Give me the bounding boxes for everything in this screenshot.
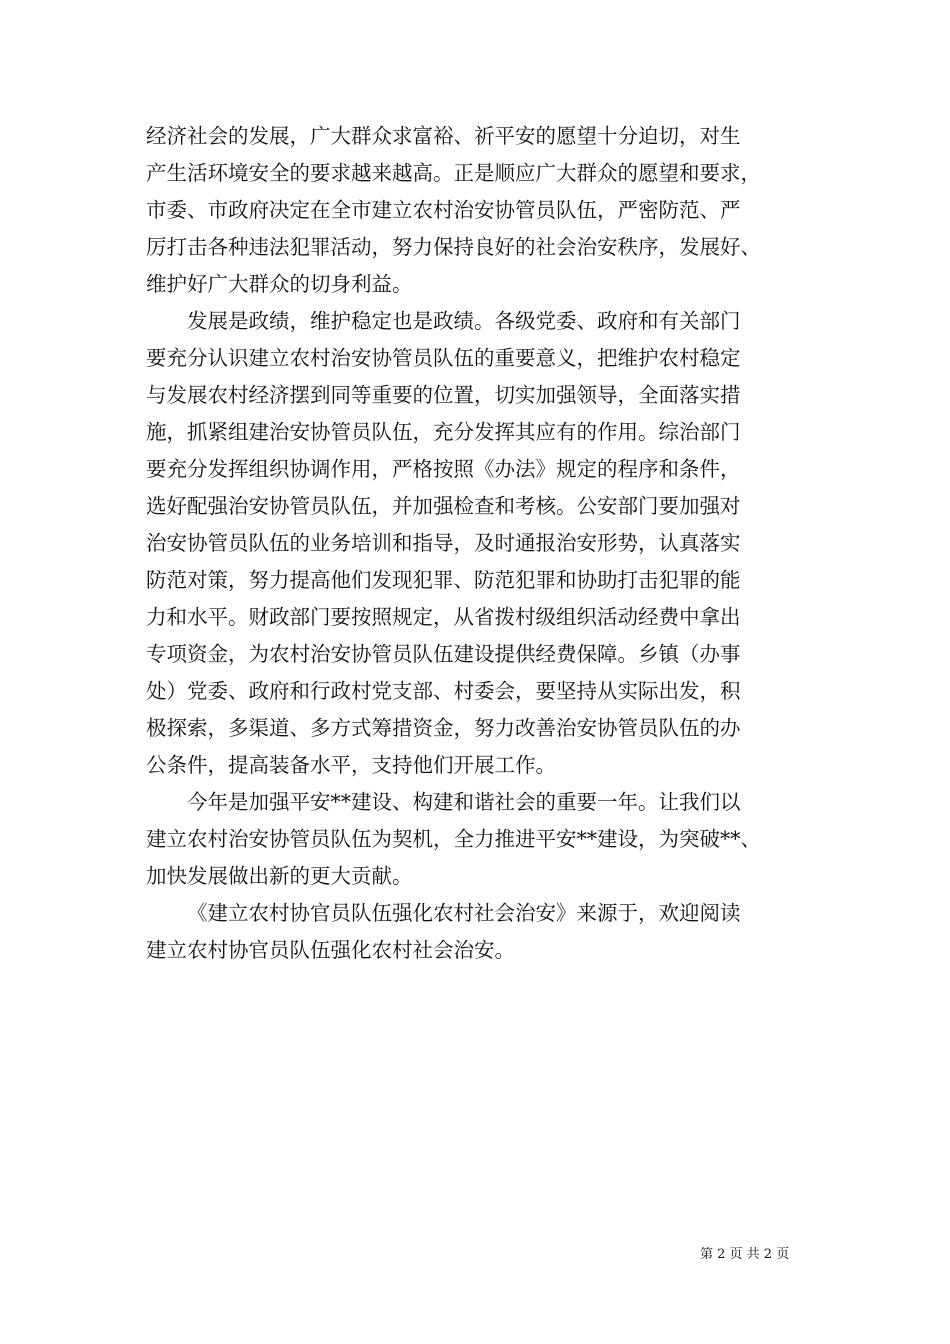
- paragraph-line: 建立农村治安协管员队伍为契机，全力推进平安**建设，为突破**、: [146, 827, 761, 851]
- paragraph-line: 与发展农村经济摆到同等重要的位置，切实加强领导，全面落实措: [146, 383, 741, 407]
- paragraph-line: 维护好广大群众的切身利益。: [146, 272, 413, 296]
- paragraph-line: 加快发展做出新的更大贡献。: [146, 864, 413, 888]
- page-number-footer: 第 2 页 共 2 页: [700, 1247, 790, 1262]
- paragraph-line: 专项资金，为农村治安协管员队伍建设提供经费保障。乡镇（办事: [146, 642, 741, 666]
- paragraph-line: 建立农村协官员队伍强化农村社会治安。: [146, 938, 515, 962]
- paragraph-line: 要充分发挥组织协调作用，严格按照《办法》规定的程序和条件，: [146, 457, 741, 481]
- paragraph-line: 市委、市政府决定在全市建立农村治安协管员队伍，严密防范、严: [146, 198, 741, 222]
- paragraph-line: 施，抓紧组建治安协管员队伍，充分发挥其应有的作用。综治部门: [146, 420, 741, 444]
- paragraph-line: 厉打击各种违法犯罪活动，努力保持良好的社会治安秩序，发展好、: [146, 235, 761, 259]
- paragraph-line: 发展是政绩，维护稳定也是政绩。各级党委、政府和有关部门: [187, 309, 741, 333]
- paragraph-line: 要充分认识建立农村治安协管员队伍的重要意义，把维护农村稳定: [146, 346, 741, 370]
- paragraph-line: 防范对策，努力提高他们发现犯罪、防范犯罪和协助打击犯罪的能: [146, 568, 741, 592]
- paragraph-1: [146, 118, 814, 303]
- paragraph-line: 《建立农村协官员队伍强化农村社会治安》来源于，欢迎阅读: [187, 901, 741, 925]
- paragraph-line: 极探索，多渠道、多方式筹措资金，努力改善治安协管员队伍的办: [146, 716, 741, 740]
- document-body: [146, 118, 814, 969]
- paragraph-line: 公条件，提高装备水平，支持他们开展工作。: [146, 753, 556, 777]
- paragraph-line: 治安协管员队伍的业务培训和指导，及时通报治安形势，认真落实: [146, 531, 741, 555]
- paragraph-line: 经济社会的发展，广大群众求富裕、祈平安的愿望十分迫切，对生: [146, 124, 741, 148]
- paragraph-line: 力和水平。财政部门要按照规定，从省拨村级组织活动经费中拿出: [146, 605, 741, 629]
- paragraph-line: 今年是加强平安**建设、构建和谐社会的重要一年。让我们以: [187, 790, 741, 814]
- paragraph-2: [146, 303, 814, 784]
- paragraph-line: 处）党委、政府和行政村党支部、村委会，要坚持从实际出发，积: [146, 679, 741, 703]
- paragraph-3: [146, 784, 814, 895]
- paragraph-line: 选好配强治安协管员队伍，并加强检查和考核。公安部门要加强对: [146, 494, 741, 518]
- paragraph-4: [146, 895, 814, 969]
- paragraph-line: 产生活环境安全的要求越来越高。正是顺应广大群众的愿望和要求，: [146, 161, 761, 185]
